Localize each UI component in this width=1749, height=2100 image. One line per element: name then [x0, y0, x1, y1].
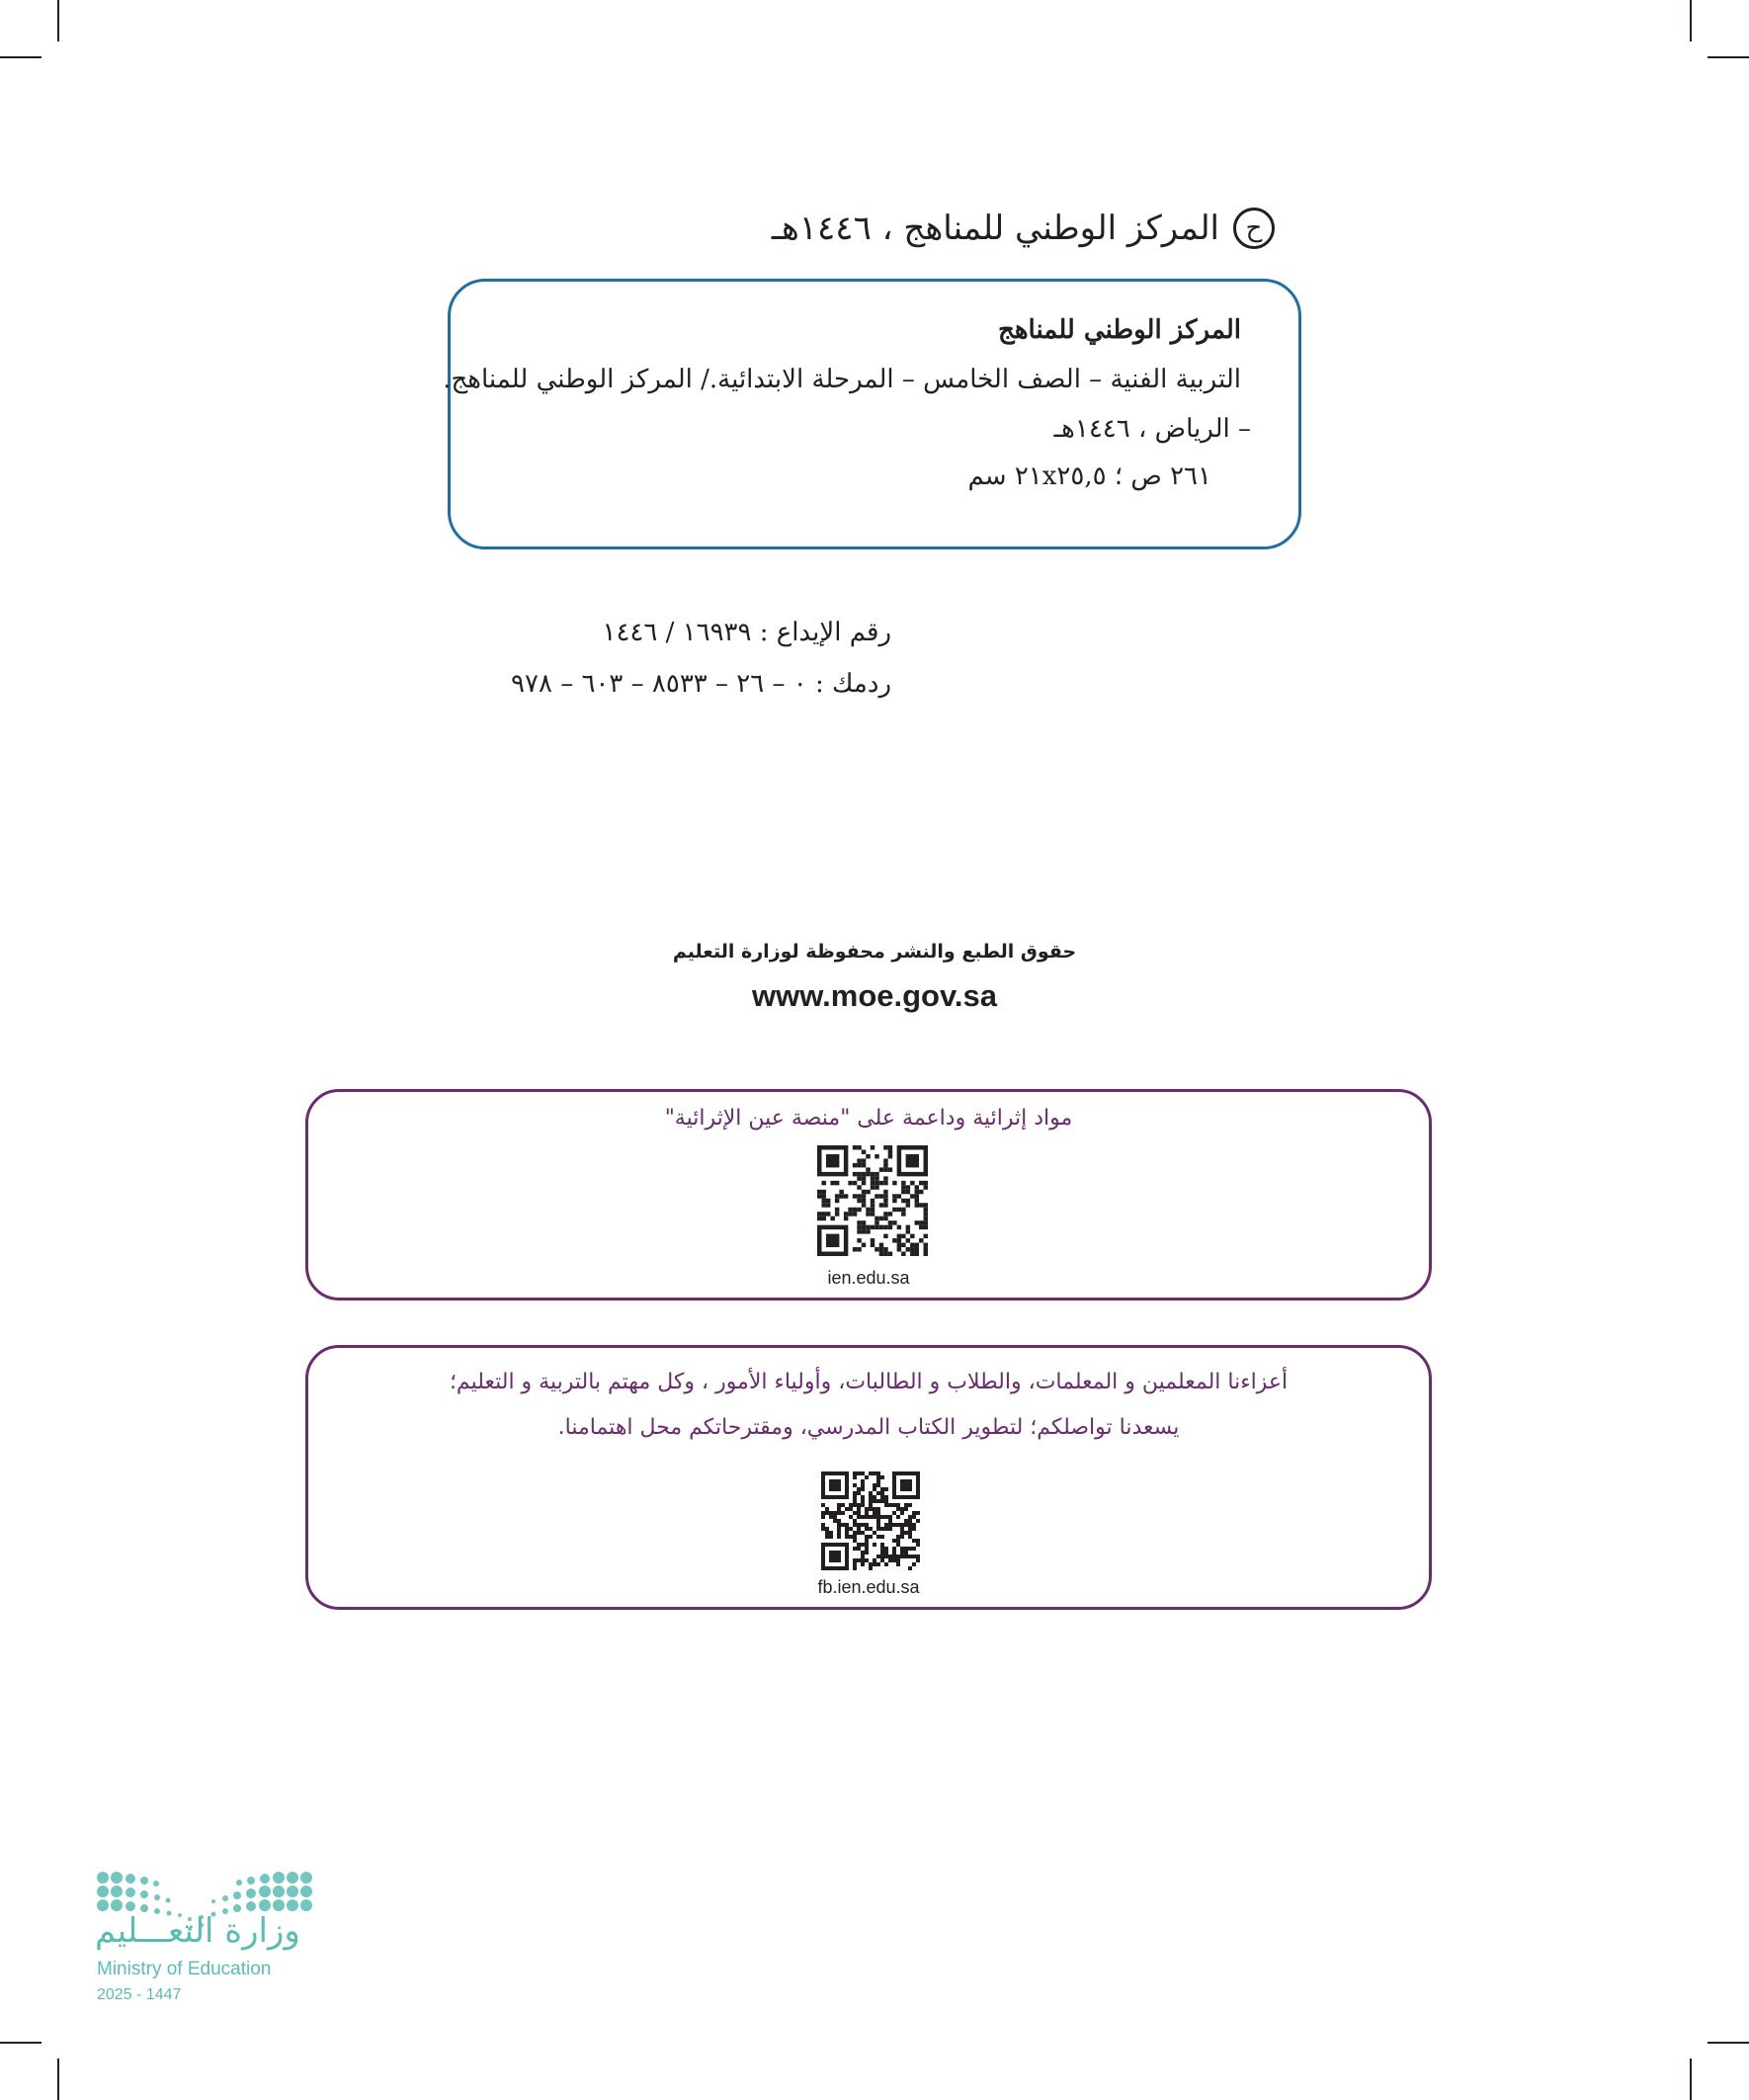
rights-statement: حقوق الطبع والنشر محفوظة لوزارة التعليم	[672, 941, 1077, 963]
ien-platform-box	[305, 1089, 1432, 1301]
ien-description: مواد إثرائية وداعمة على "منصة عين الإثرائية"	[664, 1106, 1073, 1131]
copyright-header	[682, 208, 1275, 249]
qr-code-icon[interactable]	[817, 1145, 928, 1256]
ministry-year: 2025 - 1447	[97, 1986, 182, 2003]
isbn-number: ردمك : ٠ – ٢٦ – ٨٥٣٣ – ٦٠٣ – ٩٧٨	[511, 669, 891, 699]
crop-mark	[57, 0, 59, 42]
feedback-url[interactable]: fb.ien.edu.sa	[817, 1577, 920, 1597]
crop-mark	[57, 2058, 59, 2100]
deposit-number: رقم الإيداع : ١٦٩٣٩ / ١٤٤٦	[602, 618, 891, 647]
crop-mark	[1690, 2058, 1692, 2100]
feedback-box	[305, 1345, 1432, 1610]
copyright-title: المركز الوطني للمناهج ، ١٤٤٦هـ	[771, 209, 1219, 248]
crop-mark	[0, 2042, 42, 2044]
catalog-card	[443, 279, 1301, 549]
feedback-line-2: يسعدنا تواصلكم؛ لتطوير الكتاب المدرسي، ومقترحاتكم محل اهتمامنا.	[557, 1415, 1180, 1440]
website-link[interactable]: www.moe.gov.sa	[751, 978, 998, 1013]
catalog-title: التربية الفنية – الصف الخامس – المرحلة الابتدائية./ المركز الوطني للمناهج.	[443, 365, 1241, 394]
crop-mark	[1690, 0, 1692, 42]
catalog-place: – الرياض ، ١٤٤٦هـ	[1053, 414, 1251, 444]
copyright-symbol: ح	[1233, 208, 1275, 249]
catalog-dimensions: ٢٦١ ص ؛ ٢١x٢٥,٥ سم	[967, 462, 1211, 491]
ministry-name-arabic: وزارة التعـــليم	[95, 1911, 300, 1951]
crop-mark	[0, 56, 42, 58]
ministry-name-english: Ministry of Education	[97, 1959, 272, 1979]
ien-url[interactable]: ien.edu.sa	[827, 1268, 910, 1288]
catalog-author: المركز الوطني للمناهج	[998, 315, 1241, 345]
feedback-line-1: أعزاءنا المعلمين و المعلمات، والطلاب و الطالبات، وأولياء الأمور ، وكل مهتم بالتربية و التعليم؛	[449, 1370, 1289, 1394]
crop-mark	[1707, 2042, 1749, 2044]
qr-code-icon[interactable]	[821, 1471, 920, 1570]
crop-mark	[1707, 56, 1749, 58]
